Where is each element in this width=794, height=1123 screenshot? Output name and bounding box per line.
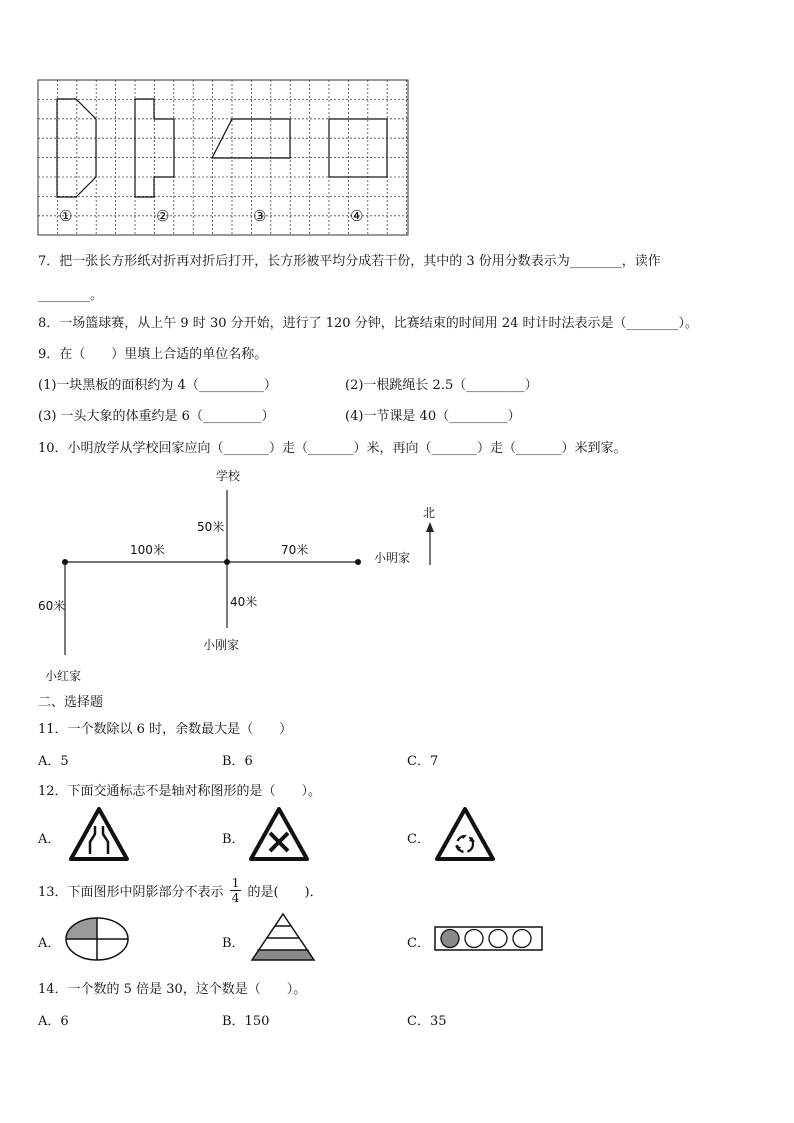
question-9-item-1: (1)一块黑板的面积约为 4（__________） — [38, 378, 277, 393]
question-13-text-before: 13．下面图形中阴影部分不表示 — [38, 885, 224, 900]
question-13-text-after: 的是( )． — [247, 885, 323, 900]
grid-label-4: ④ — [350, 207, 364, 225]
question-12-option-c: C． — [407, 832, 430, 847]
map-dist-50: 50米 — [197, 520, 225, 534]
question-11: 11．一个数除以 6 时，余数最大是（ ） — [38, 722, 293, 737]
shape-4 — [329, 119, 387, 177]
map-dist-70: 70米 — [281, 543, 309, 557]
map-xiaohong-home: 小红家 — [45, 669, 82, 683]
map-xiaogang-home: 小刚家 — [203, 638, 240, 652]
question-7-line1: 7．把一张长方形纸对折再对折后打开，长方形被平均分成若干份，其中的 3 份用分数表示为________，读作 — [38, 254, 661, 269]
four-circles-shaded-icon — [434, 926, 544, 952]
route-map — [0, 460, 794, 690]
question-12-option-a: A． — [38, 832, 61, 847]
grid-label-1: ① — [59, 207, 73, 225]
map-xiaoming-home: 小明家 — [374, 551, 411, 565]
map-dist-100: 100米 — [130, 543, 165, 557]
section-2-title: 二、选择题 — [38, 695, 104, 710]
question-7-line2: ________。 — [38, 288, 104, 303]
map-dist-40: 40米 — [230, 595, 258, 609]
question-13-option-b: B． — [222, 936, 245, 951]
question-9-item-2: (2)一根跳绳长 2.5（_________） — [345, 378, 538, 393]
question-11-option-a: A．5 — [38, 754, 69, 769]
map-dist-60: 60米 — [38, 599, 66, 613]
question-9-item-3: (3) 一头大象的体重约是 6（_________） — [38, 409, 275, 424]
question-9-item-4: (4)一节课是 40（_________） — [345, 409, 521, 424]
question-14-option-c: C．35 — [407, 1014, 447, 1029]
question-11-option-c: C．7 — [407, 754, 439, 769]
question-12-option-b: B． — [222, 832, 245, 847]
triangle-band-shaded-icon — [248, 912, 318, 962]
fraction — [230, 876, 242, 905]
road-narrows-sign-icon — [68, 806, 130, 862]
fraction-numerator: 1 — [231, 876, 240, 890]
question-13-option-a: A． — [38, 936, 61, 951]
question-13 — [38, 878, 323, 907]
map-school-label: 学校 — [216, 469, 241, 483]
roundabout-sign-icon — [434, 806, 496, 862]
grid-label-2: ② — [156, 207, 170, 225]
grid-label-3: ③ — [253, 207, 267, 225]
ellipse-quarter-shaded-icon — [64, 916, 130, 962]
question-12: 12．下面交通标志不是轴对称图形的是（ ）。 — [38, 784, 322, 799]
question-8: 8．一场篮球赛，从上午 9 时 30 分开始，进行了 120 分钟，比赛结束的时间用 24 时计时法表示是（________）。 — [38, 316, 698, 331]
question-14-option-b: B．150 — [222, 1014, 270, 1029]
question-13-option-c: C． — [407, 936, 430, 951]
question-11-option-b: B．6 — [222, 754, 253, 769]
question-10: 10．小明放学从学校回家应向（_______）走（_______）米，再向（_______）走（_______）米到家。 — [38, 441, 627, 456]
question-9: 9．在（ ）里填上合适的单位名称。 — [38, 347, 268, 362]
question-14-option-a: A．6 — [38, 1014, 69, 1029]
map-north-label: 北 — [423, 506, 436, 520]
cross-sign-icon — [248, 806, 310, 862]
question-14: 14．一个数的 5 倍是 30，这个数是（ ）。 — [38, 982, 307, 997]
fraction-denominator: 4 — [231, 891, 240, 905]
